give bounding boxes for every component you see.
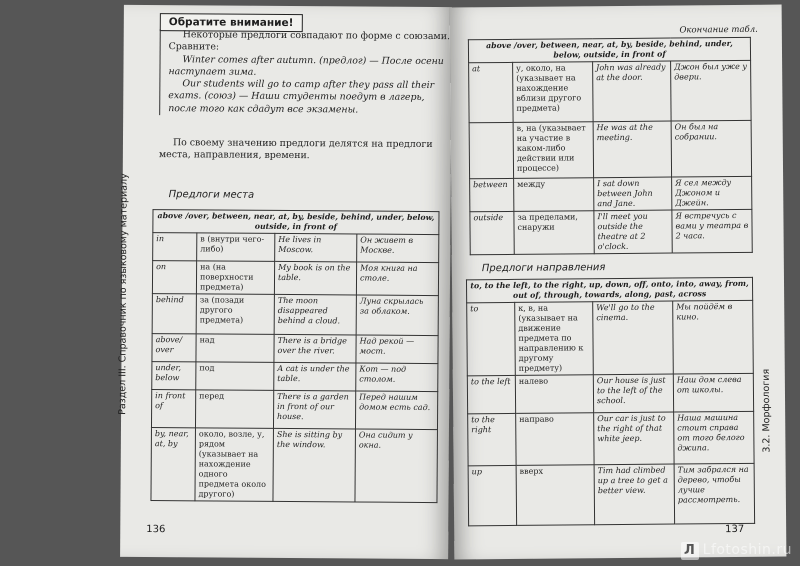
left-side-label: Раздел III. Справочник по языковому материалу — [117, 173, 130, 415]
watermark — [681, 542, 792, 560]
example-cell: Our car is just to the right of that white jeep. — [594, 412, 674, 465]
translation-cell: Я сел между Джоном и Джейн. — [672, 176, 752, 210]
example-cell: My book is on the table. — [274, 261, 356, 295]
table-row — [152, 294, 438, 336]
preposition-cell: by, near, at, by — [151, 428, 196, 501]
table-row — [153, 233, 439, 263]
translation-cell: Он был на собрании. — [671, 120, 752, 177]
table-row — [467, 373, 753, 413]
example-cell: He lives in Moscow. — [275, 233, 357, 262]
place-prepositions-table-continued — [468, 37, 753, 255]
continuation-label: Окончание табл. — [679, 24, 758, 36]
example-cell: He was at the meeting. — [593, 121, 671, 178]
table-row — [469, 120, 752, 178]
table-row — [470, 176, 752, 211]
translation-cell: Он живет в Москве. — [357, 234, 439, 263]
preposition-cell: at — [469, 62, 514, 122]
translation-cell: Я встречусь с вами у театра в 2 часа. — [672, 209, 752, 253]
right-page — [450, 5, 787, 560]
translation-cell: Наш дом слева от школы. — [673, 373, 753, 412]
watermark-text: Lfotoshin.ru — [702, 542, 792, 558]
example-cell: There is a bridge over the river. — [274, 334, 356, 363]
translation-cell: Моя книга на столе. — [356, 262, 438, 296]
meaning-cell: за пределами, снаружи — [514, 211, 594, 255]
preposition-cell: in — [153, 233, 197, 261]
example-cell: I'll meet you outside the theatre at 2 o'clock. — [594, 210, 672, 254]
page-number-right: 137 — [725, 523, 745, 536]
note-block — [159, 29, 451, 117]
meaning-cell: между — [514, 178, 594, 212]
section-title-place: Предлоги места — [168, 189, 255, 201]
translation-cell: Перед нашим домом есть сад. — [355, 391, 437, 430]
meaning-cell: в (внутри чего-либо) — [197, 233, 275, 262]
page-number-left: 136 — [146, 524, 166, 536]
place-prepositions-table — [150, 209, 439, 503]
meaning-cell: перед — [195, 390, 273, 429]
preposition-cell: outside — [470, 211, 514, 254]
meaning-cell: направо — [516, 413, 594, 466]
translation-cell: Кот — под столом. — [356, 363, 438, 392]
table-row — [469, 60, 752, 122]
left-page — [117, 5, 452, 559]
preposition-cell: under, below — [152, 362, 196, 390]
meaning-cell: налево — [515, 375, 593, 414]
example-cell: The moon disappeared behind a cloud. — [274, 294, 356, 335]
table-row — [152, 334, 438, 364]
meaning-cell: около, возле, у, рядом (указывает на нахождение одного предмета около другого) — [195, 428, 274, 502]
example-cell: A cat is under the table. — [274, 362, 356, 391]
example-cell: Tim had climbed up a tree to get a better view. — [594, 464, 675, 525]
table-row — [468, 463, 755, 525]
translation-cell: Мы пойдём в кино. — [673, 300, 754, 374]
meaning-cell: на (на поверхности предмета) — [196, 261, 274, 295]
example-cell: There is a garden in front of our house. — [273, 390, 355, 429]
translation-cell: Луна скрылась за облаком. — [356, 295, 438, 336]
table2-header: to, to the left, to the right, up, down, off, onto, into, away, from, out of, through, towards, along, past, across — [466, 277, 752, 302]
table-row — [468, 411, 754, 465]
translation-cell: Джон был уже у двери. — [671, 60, 752, 121]
direction-prepositions-table — [466, 277, 755, 526]
example-cell: Our house is just to the left of the school. — [593, 374, 673, 413]
translation-cell: Наша машина стоит справа от того белого джипа. — [674, 411, 754, 464]
table-row — [467, 300, 754, 375]
table-header: above /over, between, near, at, by, beside, behind, under, below, outside, in front of — [153, 210, 439, 235]
table-row — [152, 362, 438, 392]
meaning-cell: за (позади другого предмета) — [196, 294, 274, 335]
meaning-cell: у, около, на (указывает на нахождение вблизи другого предмета) — [513, 62, 594, 123]
table-row — [470, 209, 752, 254]
table1-header: above /over, between, near, at, by, beside, behind, under, below, outside, in front of — [468, 37, 750, 62]
note-example-2: Our students will go to camp after they pass all their exams. (союз) — Наши студенты поедут в лагерь, после того как сдадут все экзамены. — [168, 78, 435, 116]
preposition-cell: on — [152, 261, 196, 294]
meaning-cell: к, в, на (указывает на движение предмета по направлению к другому предмету) — [515, 302, 594, 376]
note-example-1: Winter comes after autumn. (предлог) — После осени наступает зима. — [168, 53, 444, 78]
example-cell: She is sitting by the window. — [273, 428, 356, 502]
preposition-cell: in front of — [151, 390, 195, 428]
preposition-cell: up — [468, 465, 517, 525]
watermark-logo-icon: Л — [681, 542, 699, 560]
preposition-cell: to — [467, 302, 516, 375]
preposition-cell: behind — [152, 294, 196, 334]
section-title-direction: Предлоги направления — [481, 262, 606, 275]
example-cell: We'll go to the cinema. — [593, 301, 674, 375]
example-cell: I sat down between John and Jane. — [594, 177, 672, 211]
preposition-cell: to the right — [468, 413, 516, 465]
meaning-paragraph: По своему значению предлоги делятся на предлоги места, направления, времени. — [158, 137, 433, 162]
translation-cell: Над рекой — мост. — [356, 335, 438, 364]
meaning-cell: в, на (указывает на участие в каком-либо действии или процессе) — [513, 122, 593, 179]
translation-cell: Она сидит у окна. — [355, 429, 438, 503]
translation-cell: Тим забрался на дерево, чтобы лучше рассмотреть. — [674, 463, 755, 524]
example-cell: John was already at the door. — [593, 61, 672, 122]
meaning-cell: под — [196, 362, 274, 391]
attention-box: Обратите внимание! — [160, 13, 303, 32]
preposition-cell: between — [470, 178, 514, 211]
preposition-cell — [469, 122, 513, 178]
note-intro: Некоторые предлоги совпадают по форме с союзами. Сравните: — [168, 29, 451, 53]
meaning-cell: вверх — [516, 465, 595, 526]
table-row — [151, 390, 437, 430]
meaning-cell: над — [196, 334, 274, 363]
table-row — [152, 261, 438, 296]
right-side-label: 3.2. Морфология — [760, 368, 773, 453]
preposition-cell: to the left — [467, 375, 515, 413]
table-row — [151, 428, 438, 503]
preposition-cell: above/ over — [152, 334, 196, 362]
